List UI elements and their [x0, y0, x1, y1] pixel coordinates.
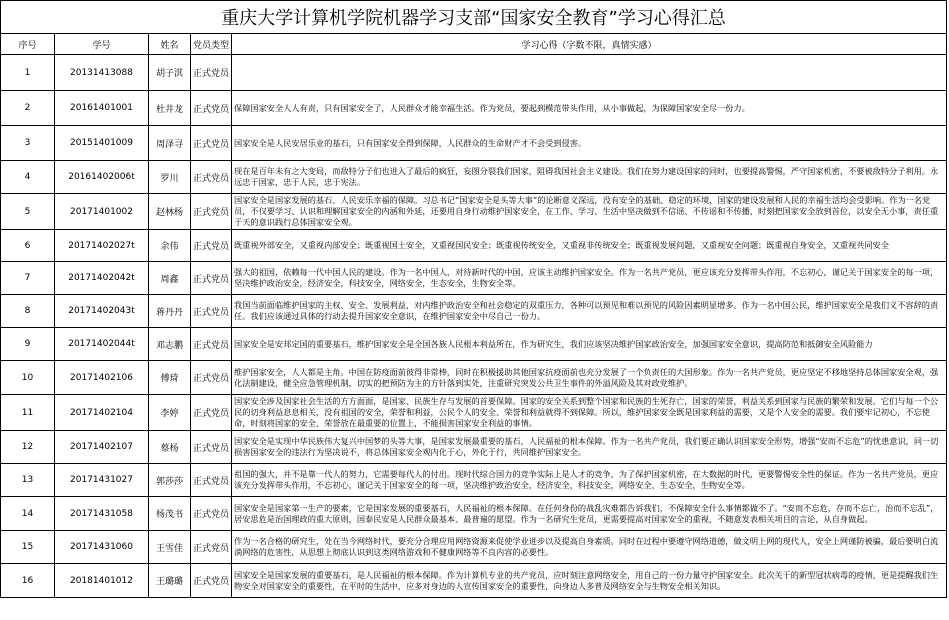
cell-type[interactable]: 正式党员 [191, 55, 232, 91]
cell-text-content: 既重视外部安全，又重视内部安全；既重视国土安全，又重视国民安全；既重视传统安全，又重视非传统安全；既重视发展问题，又重视安全问题；既重视自身安全，又重视共同安全 [234, 240, 890, 250]
cell-text-content: 国家安全是实现中华民族伟大复兴中国梦的头等大事，是国家发展最重要的基石，人民福祉的根本保障。作为一名共产党员，我们要正确认识国家安全形势，增强“安而不忘危”的忧患意识，同一切损害国家安全的违法行为坚决说不，将总体国家安全观内化于心，外化于行，共同维护国家安全。 [234, 436, 939, 457]
cell-name[interactable]: 郭莎莎 [149, 464, 191, 497]
cell-type[interactable]: 正式党员 [191, 395, 232, 431]
cell-text-content: 保障国家安全人人有责，只有国家安全了，人民群众才能幸福生活。作为党员，要起到模范带头作用，从小事做起，为保障国家安全尽一份力。 [234, 102, 750, 113]
cell-id[interactable]: 20171431058 [55, 497, 149, 531]
table-row [1, 91, 947, 126]
cell-text-content: 现在是百年未有之大变局，而敌特分子们也进入了最后的疯狂，妄图分裂我们国家，阻碍我国社会主义建设。我们在努力建设国家的同时，也要提高警惕，严守国家机密，不要被敌特分子利用。永远忠于国家，忠于人民，忠于宪法。 [234, 166, 939, 187]
cell-no[interactable]: 16 [1, 564, 55, 598]
cell-no[interactable]: 7 [1, 262, 55, 295]
cell-text[interactable] [232, 395, 947, 431]
cell-id[interactable]: 20171402107 [55, 431, 149, 464]
cell-id[interactable]: 20171431027 [55, 464, 149, 497]
table-row [1, 361, 947, 395]
cell-no[interactable]: 9 [1, 328, 55, 361]
cell-no[interactable]: 13 [1, 464, 55, 497]
cell-type[interactable]: 正式党员 [191, 295, 232, 328]
cell-text-content: 国家安全是安邦定国的重要基石，维护国家安全是全国各族人民根本利益所在，作为研究生，我们应该坚决维护国家政治安全，加强国家安全意识，提高防范和抵御安全风险能力 [234, 338, 873, 349]
cell-name[interactable]: 王雪佳 [149, 531, 191, 564]
cell-text-content: 我国当前面临维护国家的主权、安全、发展利益，对内维护政治安全和社会稳定的双重压力，各种可以预见和难以预见的风险因素明显增多。作为一名中国公民，维护国家安全是我们义不容辞的责任。我们应该通过具体的行动去提升国家安全意识，在维护国家安全中尽自己一份力。 [234, 300, 939, 321]
header-text[interactable]: 学习心得（字数不限，真情实感） [232, 34, 947, 55]
cell-no[interactable]: 6 [1, 230, 55, 262]
cell-no[interactable]: 5 [1, 194, 55, 230]
cell-id[interactable]: 20171402044t [55, 328, 149, 361]
cell-type[interactable]: 正式党员 [191, 126, 232, 161]
cell-no[interactable]: 15 [1, 531, 55, 564]
cell-type[interactable]: 正式党员 [191, 564, 232, 598]
cell-name[interactable]: 周鑫 [149, 262, 191, 295]
cell-type[interactable]: 正式党员 [191, 230, 232, 262]
cell-no[interactable]: 3 [1, 126, 55, 161]
cell-name[interactable]: 余伟 [149, 230, 191, 262]
cell-text[interactable] [232, 161, 947, 194]
table-row [1, 295, 947, 328]
cell-text-content: 国家安全是国家发展的基石、人民安乐幸福的保障。习总书记“国家安全是头等大事”的论断意义深远，没有安全的基础、稳定的环境，国家的建设发展和人民的幸福生活均会受影响。作为一名党员，不仅要学习、认识和理解国家安全的内涵和外延，还要用自身行动维护国家安全，在工作、学习、生活中坚决做到不信谣、不传谣和不传播，时刻把国家安全放到首位，以安全无小事，责任重于天的意识践行总体国家安全观。 [234, 195, 939, 227]
cell-text[interactable] [232, 126, 947, 161]
cell-name[interactable]: 赵林杨 [149, 194, 191, 230]
cell-text-content: 国家安全是人民安居乐业的基石，只有国家安全得到保障，人民群众的生命财产才不会受到侵害。 [234, 137, 587, 148]
cell-name[interactable]: 邓志鹏 [149, 328, 191, 361]
table-row [1, 564, 947, 598]
cell-text-content: 国家安全是国家发展的重要基石，是人民福祉的根本保障。作为计算机专业的共产党员，应时刻注意网络安全，用自己的一份力量守护国家安全。此次关于的新型冠状病毒的疫情，更是提醒我们生物安全对国家安全的重要性，在平时的生活中，应多对身边的人宣传国家安全的重要性，向身边人多普及网络安全与生物安全相关知识。 [234, 569, 939, 591]
cell-id[interactable]: 20171402104 [55, 395, 149, 431]
cell-no[interactable]: 1 [1, 55, 55, 91]
table-row [1, 161, 947, 194]
cell-text[interactable] [232, 262, 947, 295]
cell-no[interactable]: 10 [1, 361, 55, 395]
table-row [1, 126, 947, 161]
cell-text-content: 维护国家安全，人人都是主角。中国在防疫面前彼得非常棒，同时在积极援助其他国家抗疫面前也充分发展了一个负责任的大国形象。作为一名共产党员，更应坚定不移地坚持总体国家安全观，强化法制建设，健全应急管理机制，切实的把预防为主的方针落到实处，注重研究突发公共卫生事件的外溢风险及其对政党维护。 [234, 366, 939, 388]
cell-id[interactable]: 20161401001 [55, 91, 149, 126]
cell-text[interactable] [232, 295, 947, 328]
cell-id[interactable]: 20171401002 [55, 194, 149, 230]
cell-id[interactable]: 20131413088 [55, 55, 149, 91]
table-row [1, 230, 947, 262]
table-row [1, 55, 947, 91]
cell-name[interactable]: 傅琦 [149, 361, 191, 395]
cell-id[interactable]: 20151401009 [55, 126, 149, 161]
cell-no[interactable]: 8 [1, 295, 55, 328]
cell-no[interactable]: 2 [1, 91, 55, 126]
cell-type[interactable]: 正式党员 [191, 91, 232, 126]
cell-name[interactable]: 罗川 [149, 161, 191, 194]
header-no[interactable]: 序号 [1, 34, 55, 55]
table-row [1, 262, 947, 295]
cell-name[interactable]: 胡子淇 [149, 55, 191, 91]
cell-text[interactable] [232, 564, 947, 598]
cell-name[interactable]: 李婷 [149, 395, 191, 431]
cell-type[interactable]: 正式党员 [191, 161, 232, 194]
cell-no[interactable]: 11 [1, 395, 55, 431]
header-id[interactable]: 学号 [55, 34, 149, 55]
table-row [1, 464, 947, 497]
cell-type[interactable]: 正式党员 [191, 361, 232, 395]
cell-id[interactable]: 20171402042t [55, 262, 149, 295]
cell-text[interactable] [232, 91, 947, 126]
cell-name[interactable]: 王璐璐 [149, 564, 191, 598]
cell-text[interactable] [232, 194, 947, 230]
cell-text[interactable] [232, 55, 947, 91]
sheet-title[interactable]: 重庆大学计算机学院机器学习支部“国家安全教育”学习心得汇总 [1, 1, 947, 34]
cell-type[interactable]: 正式党员 [191, 464, 232, 497]
header-name[interactable]: 姓名 [149, 34, 191, 55]
table-row [1, 328, 947, 361]
cell-id[interactable]: 20161402006t [55, 161, 149, 194]
table-row [1, 531, 947, 564]
cell-no[interactable]: 4 [1, 161, 55, 194]
cell-text[interactable] [232, 361, 947, 395]
cell-name[interactable]: 蒋丹丹 [149, 295, 191, 328]
table-row [1, 431, 947, 464]
cell-text[interactable] [232, 464, 947, 497]
cell-no[interactable]: 14 [1, 497, 55, 531]
cell-id[interactable]: 20181401012 [55, 564, 149, 598]
cell-text[interactable] [232, 497, 947, 531]
cell-text-content: 祖国的强大，并不是靠一代人的努力，它需要每代人的付出。现时代综合国力的竞争实际上是人才的竞争，为了保护国家机密，在大数据的时代，更要警惕安全性的保证。作为一名共产党员，更应该充分发挥带头作用，不忘初心，谨记关于国家安全的每一项，坚决维护政治安全，经济安全，科技安全，网络安全，生态安全，生物安全等。 [234, 469, 939, 490]
cell-text-content: 国家安全是国家第一生产的要素，它是国家发展的重要基石，人民福祉的根本保障。在任何身份的战乱灾难都告诉我们，不保障安全什么事情都做不了。“安而不忘危，存而不忘亡，治而不忘乱”，居安思危是治国理政的重大原则，国泰民安是人民群众最基本、最普遍的愿望。作为一名研究生党员，更需要提高对国家安全的重视，不随意发表相关项目的言论，从自身做起。 [234, 502, 939, 524]
cell-text[interactable] [232, 328, 947, 361]
cell-text[interactable] [232, 431, 947, 464]
cell-type[interactable]: 正式党员 [191, 262, 232, 295]
cell-type[interactable]: 正式党员 [191, 328, 232, 361]
cell-name[interactable]: 周泽寻 [149, 126, 191, 161]
cell-id[interactable]: 20171402027t [55, 230, 149, 262]
cell-text[interactable] [232, 230, 947, 262]
cell-id[interactable]: 20171431060 [55, 531, 149, 564]
cell-id[interactable]: 20171402106 [55, 361, 149, 395]
table-row [1, 395, 947, 431]
cell-no[interactable]: 12 [1, 431, 55, 464]
table-row [1, 497, 947, 531]
table-row [1, 194, 947, 230]
cell-name[interactable]: 杜井龙 [149, 91, 191, 126]
cell-id[interactable]: 20171402043t [55, 295, 149, 328]
cell-text-content: 作为一名合格的研究生，处在当今网络时代，要充分合理应用网络资源来促使学业进步以及提高自身素质。同时在过程中要遵守网络道德，做文明上网的现代人，安全上网谨防被骗，最后要明白流淌网络的危害性，从思想上彻底认识到这类网络游戏和不健康网络等不良内容的必要性。 [234, 536, 939, 557]
header-type[interactable]: 党员类型 [191, 34, 232, 55]
cell-name[interactable]: 杨茂书 [149, 497, 191, 531]
cell-name[interactable]: 蔡杨 [149, 431, 191, 464]
cell-text[interactable] [232, 531, 947, 564]
cell-type[interactable]: 正式党员 [191, 531, 232, 564]
cell-type[interactable]: 正式党员 [191, 194, 232, 230]
header-row [1, 34, 947, 55]
cell-type[interactable]: 正式党员 [191, 497, 232, 531]
cell-type[interactable]: 正式党员 [191, 431, 232, 464]
cell-text-content: 国家安全涉及国家社会生活的方方面面，是国家、民族生存与发展的首要保障。国家的安全关系到整个国家和民族的生死存亡，国家的荣誉，利益关系到国家与民族的繁荣和发展。它们与每一个公民的切身利益息息相关，没有祖国的安全，荣誉和利益，公民个人的安全、荣誉和利益就得不到保障。所以，维护国家安全既是国家利益的需要，又是个人安全的需要。我们要牢记初心，不忘使命，时刻将国家的安全、荣誉放在最重要的位置上，不能损害国家安全利益的事情。 [234, 396, 939, 428]
cell-text-content: 强大的祖国，依赖每一代中国人民的建设。作为一名中国人，对待新时代的中国，应该主动维护国家安全。作为一名共产党员，更应该充分发挥带头作用，不忘初心，谨记关于国家安全的每一项，坚决维护政治安全，经济安全，科技安全，网络安全，生态安全，生物安全等。 [234, 267, 939, 288]
